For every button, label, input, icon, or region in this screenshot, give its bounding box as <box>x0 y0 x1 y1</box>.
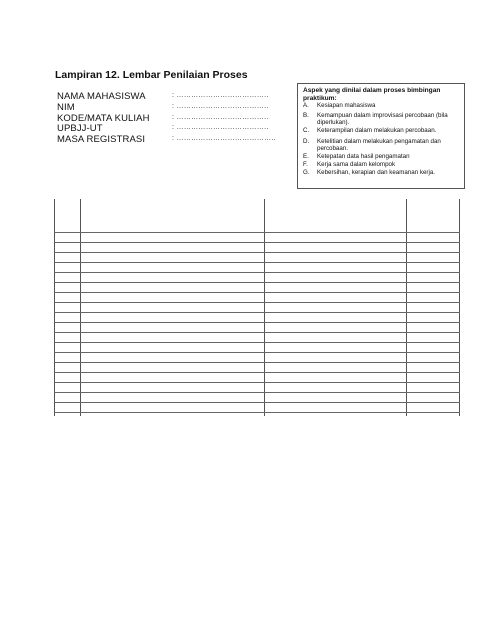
table-row-line <box>54 262 460 263</box>
field-value-kode: : ……………………………….. <box>172 114 269 121</box>
table-row-line <box>54 352 460 353</box>
page-title: Lampiran 12. Lembar Penilaian Proses <box>55 69 248 81</box>
field-label-upbjj: UPBJJ-UT <box>57 123 103 134</box>
aspect-text: Kerja sama dalam kelompok <box>317 161 396 168</box>
table-row-line <box>54 312 460 313</box>
aspect-text: Keterampilan dalam melakukan percobaan. <box>317 127 437 134</box>
aspect-letter: D. <box>303 138 310 145</box>
aspect-letter: E. <box>303 153 309 160</box>
table-row-line <box>54 362 460 363</box>
field-value-masa: : ………………………………….. <box>172 135 276 142</box>
aspect-text: Kemampuan dalam improvisasi percobaan (bila diperlukan). <box>317 112 448 127</box>
aspect-letter: B. <box>303 112 309 119</box>
table-row-line <box>54 242 460 243</box>
table-row-line <box>54 322 460 323</box>
table-row-line <box>54 342 460 343</box>
table-row-line <box>54 302 460 303</box>
aspect-heading: Aspek yang dinilai dalam proses bimbingan praktikum: <box>303 87 441 102</box>
table-row-line <box>54 272 460 273</box>
table-row-line <box>54 232 460 233</box>
field-value-nim: : ……………………………….. <box>172 103 269 110</box>
table-row-line <box>54 382 460 383</box>
table-row-line <box>54 292 460 293</box>
field-value-nama: : ……………………………….. <box>172 92 269 99</box>
table-row-line <box>54 252 460 253</box>
field-value-upbjj: : ……………………………….. <box>172 124 269 131</box>
aspect-text: Ketepatan data hasil pengamatan <box>317 153 410 160</box>
aspect-text: Kebersihan, kerapian dan keamanan kerja. <box>317 169 435 176</box>
aspect-text: Ketelitian dalam melakukan pengamatan dan percobaan. <box>317 138 441 153</box>
field-label-nama: NAMA MAHASISWA <box>57 91 146 102</box>
aspect-box <box>297 83 465 189</box>
table-row-line <box>54 282 460 283</box>
table-row-line <box>54 392 460 393</box>
aspect-letter: G. <box>303 169 310 176</box>
aspect-letter: F. <box>303 161 308 168</box>
field-label-kode: KODE/MATA KULIAH <box>57 113 150 124</box>
aspect-text: Kesiapan mahasiswa <box>317 102 376 109</box>
table-row-line <box>54 412 460 413</box>
aspect-letter: A. <box>303 102 309 109</box>
field-label-nim: NIM <box>57 102 75 113</box>
assessment-table <box>54 199 460 416</box>
table-row-line <box>54 372 460 373</box>
table-row-line <box>54 332 460 333</box>
table-row-line <box>54 402 460 403</box>
field-label-masa: MASA REGISTRASI <box>57 134 146 145</box>
aspect-letter: C. <box>303 127 310 134</box>
